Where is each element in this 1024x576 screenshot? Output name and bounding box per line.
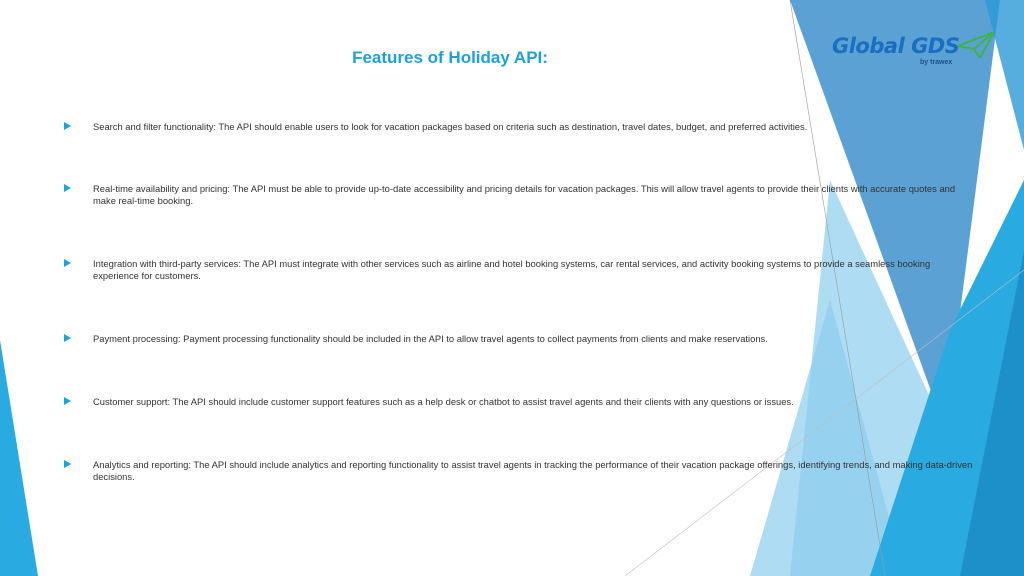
bullet-arrow-icon xyxy=(64,334,71,342)
bullet-arrow-icon xyxy=(64,397,71,405)
paper-plane-icon xyxy=(958,32,994,58)
bullet-text: Search and filter functionality: The API should enable users to look for vacation packages based on criteria such as destination, travel dates, budget, and preferred activities. xyxy=(93,121,808,132)
logo-wordmark: Global GDS xyxy=(832,34,960,58)
global-gds-logo xyxy=(830,32,1000,72)
bullet-text: Integration with third-party services: The API must integrate with other services such as airline and hotel booking systems, car rental services, and activity booking systems to provide a seamless booking experience for customers. xyxy=(93,258,931,281)
bullet-arrow-icon xyxy=(64,460,71,468)
slide-title: Features of Holiday API: xyxy=(352,48,548,67)
bullet-text: Payment processing: Payment processing functionality should be included in the API to allow travel agents to collect payments from clients and make reservations. xyxy=(93,333,768,344)
bullet-text: Analytics and reporting: The API should include analytics and reporting functionality to assist travel agents in tracking the performance of their vacation package offerings, identifying trends, and making data-driven decisions. xyxy=(93,459,973,482)
left-edge-shape xyxy=(0,340,38,576)
logo-tagline: by trawex xyxy=(920,59,953,66)
bullet-arrow-icon xyxy=(64,259,71,267)
bullet-text: Customer support: The API should include customer support features such as a help desk or chatbot to assist travel agents and their clients with any questions or issues. xyxy=(93,396,794,407)
bullet-arrow-icon xyxy=(64,184,71,192)
bullet-arrow-icon xyxy=(64,122,71,130)
bullet-text: Real-time availability and pricing: The API must be able to provide up-to-date accessibility and pricing details for vacation packages. This will allow travel agents to provide their clients with accurate quotes and make real-time booking. xyxy=(93,183,956,206)
